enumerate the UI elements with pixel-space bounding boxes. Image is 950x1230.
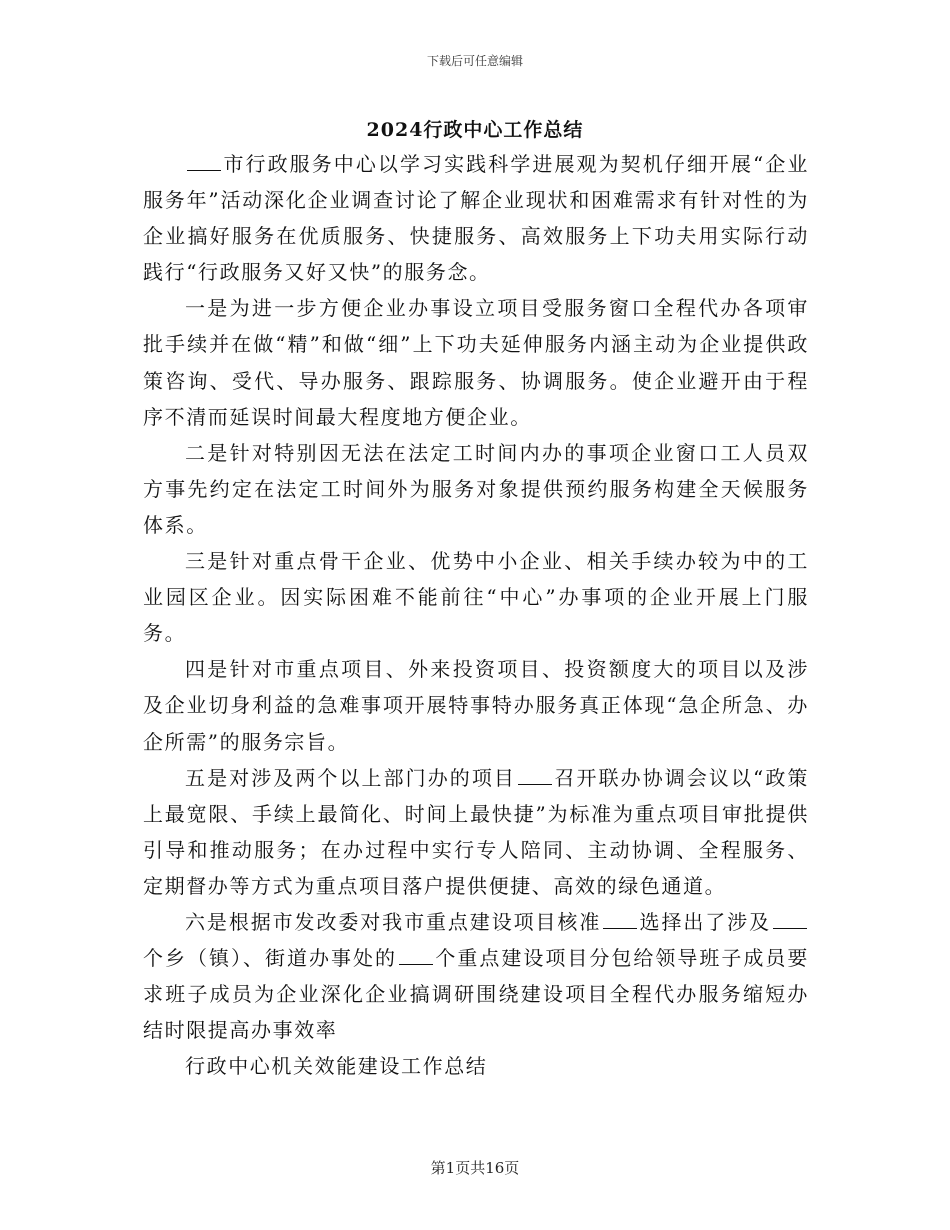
paragraph-text: 个重点建设项目分包给领导班子成员要求班子成员为企业深化企业搞调研围绕建设项目全程代办服务缩短办结时限提高办事效率	[143, 946, 809, 1043]
paragraph-text: 召开联办协调会议以“政策上最宽限、手续上最简化、时间上最快捷”为标准为重点项目审批提供引导和推动服务；在办过程中实行专人陪同、主动协调、全程服务、定期督办等方式为重点项目落户提供便捷、高效的绿色通道。	[143, 765, 809, 898]
paragraph-one: 一是为进一步方便企业办事设立项目受服务窗口全程代办各项审批手续并在做“精”和做“细”上下功夫延伸服务内涵主动为企业提供政策咨询、受代、导办服务、跟踪服务、协调服务。使企业避开由于程序不清而延误时间最大程度地方便企业。	[143, 296, 809, 429]
blank-line	[187, 152, 221, 171]
paragraph-text: 五是对涉及两个以上部门办的项目	[185, 765, 516, 790]
blank-line	[399, 946, 433, 965]
blank-line	[518, 766, 552, 785]
document-title: 2024行政中心工作总结	[366, 119, 584, 141]
paragraph-intro	[143, 146, 809, 290]
paragraph-text: 个乡（镇）、街道办事处的	[143, 946, 397, 971]
paragraph-subheading: 行政中心机关效能建设工作总结	[185, 1054, 488, 1079]
paragraph-text: 选择出了涉及	[639, 909, 771, 934]
blank-line	[603, 910, 637, 929]
page-footer: 第1页共16页	[430, 1159, 520, 1177]
paragraph-six	[143, 904, 809, 1048]
paragraph-four: 四是针对市重点项目、外来投资项目、投资额度大的项目以及涉及企业切身利益的急难事项开展特事特办服务真正体现“急企所急、办企所需”的服务宗旨。	[143, 657, 809, 754]
paragraph-two: 二是针对特别因无法在法定工时间内办的事项企业窗口工人员双方事先约定在法定工时间外为服务对象提供预约服务构建全天候服务体系。	[143, 440, 809, 537]
paragraph-text: 六是根据市发改委对我市重点建设项目核准	[185, 909, 602, 934]
blank-line	[773, 910, 807, 929]
paragraph-five	[143, 760, 809, 904]
paragraph-three: 三是针对重点骨干企业、优势中小企业、相关手续办较为中的工业园区企业。因实际困难不能前往“中心”办事项的企业开展上门服务。	[143, 549, 809, 646]
paragraph-text: 市行政服务中心以学习实践科学进展观为契机仔细开展“企业服务年”活动深化企业调查讨论了解企业现状和困难需求有针对性的为企业搞好服务在优质服务、快捷服务、高效服务上下功夫用实际行动践行“行政服务又好又快”的服务念。	[143, 152, 809, 285]
document-body	[143, 146, 809, 1084]
header-note: 下载后可任意编辑	[426, 54, 523, 68]
